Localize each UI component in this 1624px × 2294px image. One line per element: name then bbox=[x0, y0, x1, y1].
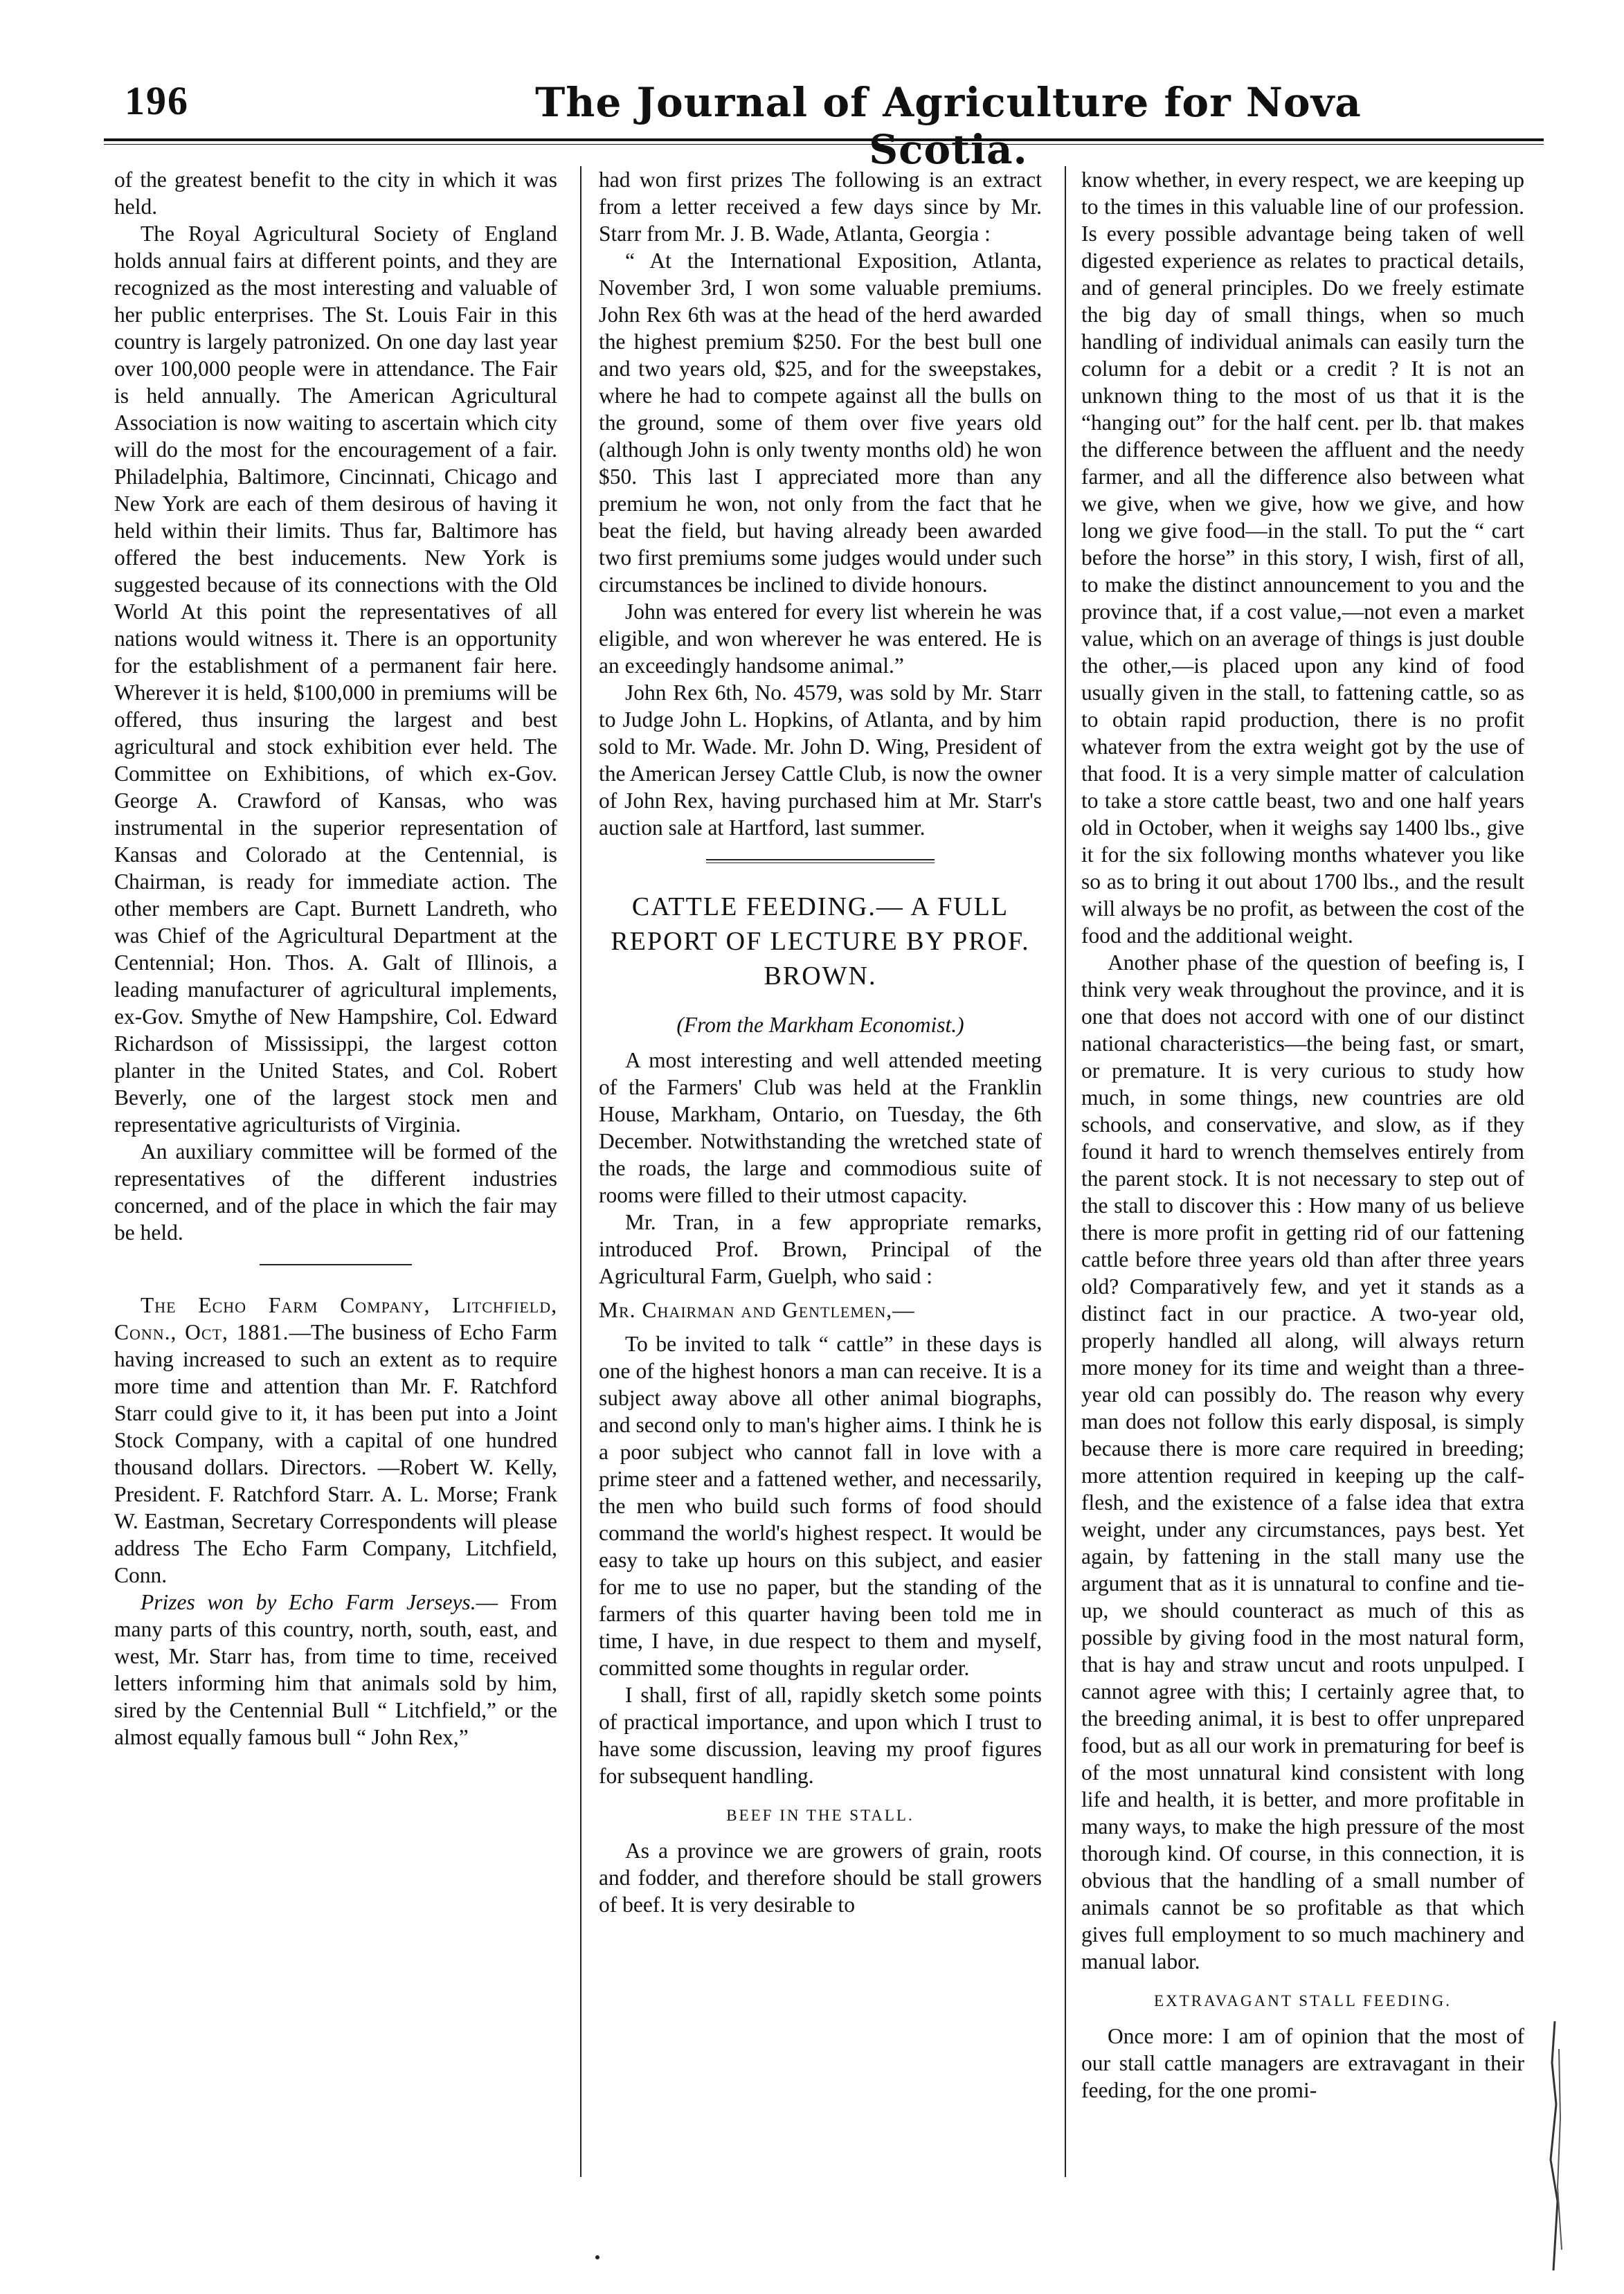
section-separator bbox=[706, 859, 935, 863]
lecture-salutation: Mr. Chairman and Gentlemen,— bbox=[599, 1298, 915, 1322]
article-paragraph: I shall, first of all, rapidly sketch some points of practical importance, and upon which I trust to have some discussion, leaving my proof figures for subsequent handling. bbox=[599, 1683, 1042, 1788]
column-left bbox=[114, 166, 557, 2229]
header-rule bbox=[104, 138, 1544, 145]
article-paragraph: Mr. Tran, in a few appropriate remarks, introduced Prof. Brown, Principal of the Agricultural Farm, Guelph, who said : bbox=[599, 1210, 1042, 1288]
article-paragraph: To be invited to talk “ cattle” in these days is one of the highest honors a man can receive. It is a subject away above all other animal biographs, and second only to man's higher aims. I think he is a poor subject who cannot fall in love with a prime steer and a fattened wether, and necessarily, the men who build such forms of food should command the world's highest respect. It would be easy to take up hours on this subject, and easier for me to use no paper, but the standing of the farmers of this quarter having been told me in time, I have, in due respect to them and myself, committed some thoughts in regular order. bbox=[599, 1332, 1042, 1680]
column-middle bbox=[599, 166, 1042, 2229]
quoted-letter: “ At the International Exposition, Atlanta, November 3rd, I won some valuable premiums. John Rex 6th was at the head of the herd awarded the highest premium $250. For the best bull one and two years old, $25, and for the sweepstakes, where he had to compete against all the bulls on the ground, some of them over five years old (although John is only twenty months old) he won $50. This last I appreciated more than any premium he won, not only from the fact that he beat the field, but having already been awarded two first premiums some judges would under such circumstances be inclined to divide honours. bbox=[599, 249, 1042, 597]
article-paragraph: know whether, in every respect, we are keeping up to the times in this valuable line of our profession. Is every possible advantage being taken of well digested experience as relates to practical details, and of general principles. Do we freely estimate the big day of small things, when so much handling of individual animals can easily turn the column for a debit or a credit ? It is not an unknown thing to the most of us that it is the “hanging out” for the half cent. per lb. that makes the difference between the affluent and the needy farmer, and all the difference also between what we give, when we give, how we give, and how long we give food—in the stall. To put the “ cart before the horse” in this story, I wish, first of all, to make the distinct announcement to you and the province that, if a cost value,—not even a market value, which on an average of things is just double the other,—is placed upon any kind of food usually given in the stall, to fattening cattle, so as to obtain rapid production, there is no profit whatever from the extra weight got by the use of that food. It is a very simple matter of calculation to take a store cattle beast, two and one half years old in October, when it weighs say 1400 lbs., give it for the six following months whatever you like so as to bring it out about 1700 lbs., and the result will always be no profit, as between the cost of the food and the additional weight. bbox=[1081, 168, 1524, 948]
article-paragraph: Once more: I am of opinion that the most of our stall cattle managers are extravagant in their feeding, for the one promi- bbox=[1081, 2024, 1524, 2102]
echo-farm-lead: The Echo Farm Company, Litchfield, Conn., Oct, 1881. bbox=[114, 1293, 557, 1344]
page-header bbox=[104, 78, 1544, 173]
article-paragraph: An auxiliary committee will be formed of the representatives of the different industries concerned, and of the place in which the fair may be held. bbox=[114, 1139, 557, 1245]
prizes-notice bbox=[114, 1589, 557, 1751]
article-paragraph: of the greatest benefit to the city in which it was held. bbox=[114, 168, 557, 219]
section-subheading: BEEF IN THE STALL. bbox=[726, 1807, 914, 1824]
article-paragraph: The Royal Agricultural Society of England holds annual fairs at different points, and they are recognized as the most interesting and valuable of her public enterprises. The St. Louis Fair in this country is largely patronized. On one day last year over 100,000 people were in attendance. The Fair is held annually. The American Agricultural Association is now waiting to ascertain which city will do the most for the encouragement of a fair. Philadelphia, Baltimore, Cincinnati, Chicago and New York are each of them desirous of having it held within their limits. Thus far, Baltimore has offered the best inducements. New York is suggested because of its connections with the Old World At this point the representatives of all nations would witness it. There is an opportunity for the establishment of a permanent fair here. Wherever it is held, $100,000 in premiums will be offered, thus insuring the largest and best agricultural and stock exhibition ever held. The Committee on Exhibitions, of which ex-Gov. George A. Crawford of Kansas, who was instrumental in the superior representation of Kansas and Colorado at the Centennial, is Chairman, is ready for immediate action. The other members are Capt. Burnett Landreth, who was Chief of the Agricultural Department at the Centennial; Hon. Thos. A. Galt of Illinois, a leading manufacturer of agricultural implements, ex-Gov. Smythe of New Hampshire, Col. Edward Richardson of Mississippi, the largest cotton planter in the United States, and Col. Robert Beverly, one of the largest stock men and representative agriculturists of Virginia. bbox=[114, 222, 557, 1137]
prizes-lead: Prizes won by Echo Farm Jerseys. bbox=[141, 1590, 476, 1614]
article-paragraph: Another phase of the question of beefing is, I think very weak throughout the province, and it is one that does not accord with one of our distinct national characteristics—the being fast, or smart, or premature. It is very curious to study how much, in some things, new countries are old schools, and conservative, and slow, as if they found it hard to wrench themselves entirely from the parent stock. It is not necessary to step out of the stall to discover this : How many of us believe there is more profit in getting rid of our fattening cattle before three years old than after three years old? Comparatively few, and yet it stands as a distinct fact in our practice. A two-year old, properly handled all along, will always return more money for its time and weight than a three-year old can possibly do. The reason why every man does not follow this early disposal, is simply because there is more care required in breeding; more attention required in keeping up the calf-flesh, and the existence of a false idea that extra weight, under any circumstances, pays best. Yet again, by fattening in the stall many use the argument that as it is unnatural to confine and tie-up, we should counteract as much of this as possible by giving food in the most natural form, that is hay and straw uncut and roots unpulped. I cannot agree with this; I certainly agree that, to the breeding animal, it is best to offer unprepared food, but as all our work in prematuring for beef is of the most unnatural kind consistent with long life and health, it is better, and more profitable in many ways, to make the high pressure of the most thorough kind. Of course, in this connection, it is obvious that the handling of a small number of animals cannot be so profitable as that which gives full employment to so much machinery and manual labor. bbox=[1081, 950, 1524, 1974]
section-separator bbox=[260, 1264, 412, 1265]
column-right bbox=[1081, 166, 1524, 2229]
ink-speck bbox=[595, 2255, 599, 2259]
prizes-body: — From many parts of this country, north, south, east, and west, Mr. Starr has, from time to time, received letters informing him that animals sold by him, sired by the Centennial Bull “ Litchfield,” or the almost equally famous bull “ John Rex,” bbox=[114, 1590, 557, 1749]
article-headline: CATTLE FEEDING.— A FULL REPORT OF LECTURE BY PROF. BROWN. bbox=[611, 892, 1030, 991]
article-paragraph: As a province we are growers of grain, roots and fodder, and therefore should be stall growers of beef. It is very desirable to bbox=[599, 1839, 1042, 1917]
page-number: 196 bbox=[125, 78, 189, 123]
article-paragraph: had won first prizes The following is an extract from a letter received a few days since by Mr. Starr from Mr. J. B. Wade, Atlanta, Georgia : bbox=[599, 168, 1042, 246]
column-divider-right bbox=[1065, 166, 1066, 2177]
section-subheading: EXTRAVAGANT STALL FEEDING. bbox=[1154, 1992, 1452, 2009]
article-paragraph: A most interesting and well attended meeting of the Farmers' Club was held at the Franklin House, Markham, Ontario, on Tuesday, the 6th December. Notwithstanding the wretched state of the roads, the large and commodious suite of rooms were filled to their utmost capacity. bbox=[599, 1048, 1042, 1207]
echo-farm-notice bbox=[114, 1292, 557, 1589]
article-paragraph: John Rex 6th, No. 4579, was sold by Mr. Starr to Judge John L. Hopkins, of Atlanta, and by him sold to Mr. Wade. Mr. John D. Wing, President of the American Jersey Cattle Club, is now the owner of John Rex, having purchased him at Mr. Starr's auction sale at Hartford, last summer. bbox=[599, 680, 1042, 840]
echo-farm-body: —The business of Echo Farm having increased to such an extent as to require more time and attention than Mr. F. Ratchford Starr could give to it, it has been put into a Joint Stock Company, with a capital of one hundred thousand dollars. Directors. —Robert W. Kelly, President. F. Ratchford Starr. A. L. Morse; Frank W. Eastman, Secretary Correspondents will please address The Echo Farm Company, Litchfield, Conn. bbox=[114, 1320, 557, 1587]
article-source: (From the Markham Economist.) bbox=[676, 1013, 964, 1037]
journal-title: The Journal of Agriculture for Nova Scotia. bbox=[535, 79, 1362, 173]
quoted-letter: John was entered for every list wherein he was eligible, and won wherever he was entered. He is an exceedingly handsome animal.” bbox=[599, 599, 1042, 678]
column-divider-left bbox=[580, 166, 581, 2177]
scan-edge-mark bbox=[1545, 2021, 1564, 2270]
